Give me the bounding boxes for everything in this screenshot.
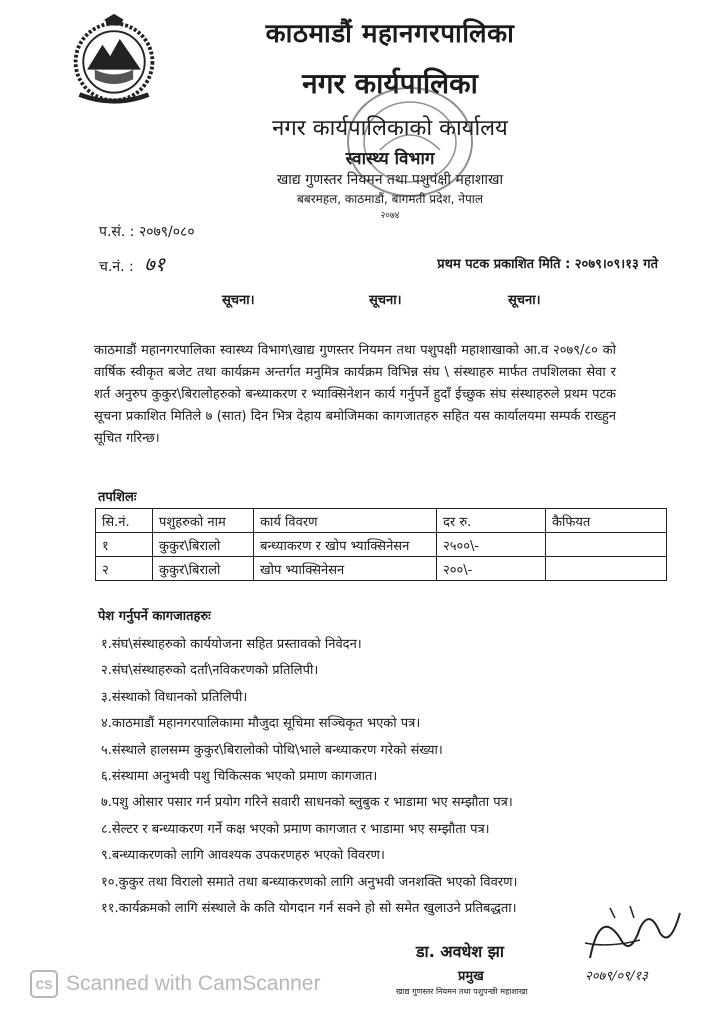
camscanner-logo-icon	[30, 970, 58, 998]
list-item: ११.कार्यक्रमको लागि संस्थाले के कति योगदान गर्न सक्ने हो सो समेत खुलाउने प्रतिबद्धता।	[101, 900, 517, 916]
table-cell	[546, 557, 667, 581]
table-header: कैफियत	[546, 509, 667, 533]
list-item: ४.काठमाडौं महानगरपालिकामा मौजुदा सूचिमा सञ्चिकृत भएको पत्र।	[101, 716, 421, 732]
table-row	[96, 557, 667, 581]
list-item: ६.संस्थामा अनुभवी पशु चिकित्सक भएको प्रमाण कागजात।	[101, 768, 378, 784]
office-address: बबरमहल, काठमाडौं, बागमती प्रदेश, नेपाल	[296, 192, 484, 206]
table-header: कार्य विवरण	[254, 509, 437, 533]
table-cell	[546, 533, 667, 557]
handwritten-signature-icon	[580, 888, 690, 998]
nepal-emblem-icon	[66, 12, 162, 108]
table-cell: २००\-	[437, 557, 546, 581]
table-header: दर रु.	[437, 509, 546, 533]
table-cell: बन्ध्याकरण र खोप भ्याक्सिनेसन	[254, 533, 437, 557]
signer-unit: खाद्य गुणस्तर नियमन तथा पशुपन्छी महाशाखा	[396, 987, 528, 996]
list-item: ९.बन्ध्याकरणको लागि आवश्यक उपकरणहरु भएको विवरण।	[101, 848, 385, 864]
municipality-title: काठमाडौं महानगरपालिका	[265, 19, 515, 49]
table-cell: १	[96, 533, 153, 557]
ps-value: २०७९/०८०	[138, 224, 195, 240]
established-year: २०७४	[380, 211, 400, 221]
table-cell: २	[96, 557, 153, 581]
pub-label: प्रथम पटक प्रकाशित मिति :	[437, 257, 571, 272]
table-cell: कुकुर\बिरालो	[153, 557, 254, 581]
documents-list	[101, 632, 517, 922]
notice-heading-1: सूचना।	[222, 293, 255, 308]
dispatch-number	[99, 250, 165, 277]
list-item: ३.संस्थाको विधानको प्रतिलिपी।	[101, 689, 248, 705]
list-item: ५.संस्थाले हालसम्म कुकुर\बिरालोको पोथि\भाले बन्ध्याकरण गरेको संख्या।	[101, 742, 443, 758]
reference-number	[99, 222, 195, 241]
table-header-row	[96, 509, 667, 533]
table-row	[96, 533, 667, 557]
details-table	[95, 508, 667, 581]
list-item: २.संघ\संस्थाहरुको दर्ता\नविकरणको प्रतिलिपी।	[101, 663, 319, 679]
list-item: १.संघ\संस्थाहरुको कार्ययोजना सहित प्रस्तावको निवेदन।	[101, 637, 362, 652]
published-date	[437, 254, 658, 272]
table-cell: खोप भ्याक्सिनेसन	[254, 557, 437, 581]
department-title: स्वास्थ्य विभाग	[345, 149, 435, 169]
signer-role: प्रमुख	[458, 969, 484, 984]
table-cell: कुकुर\बिरालो	[153, 533, 254, 557]
notice-heading-3: सूचना।	[508, 293, 541, 308]
notice-body: काठमाडौं महानगरपालिका स्वास्थ्य विभाग\खाद्य गुणस्तर नियमन तथा पशुपक्षी महाशाखाको आ.व २०७९/८० को वार्षिक स्वीकृत बजेट तथा कार्यक्रम अन्तर्गत मनुमित्र कार्यक्रम विभिन्न संघ \ संस्थाहरु मार्फत तपशिलका सेवा र शर्त अनुरुप कुकुर\बिरालोहरुको बन्ध्याकरण र भ्याक्सिनेशन कार्य गर्नुपर्ने हुदाँ ईच्छुक संघ संस्थाहरुले प्रथम पटक सूचना प्रकाशित मितिले ७ (सात) दिन भित्र देहाय बमोजिमका कागजातहरु सहित यस कार्यालयमा सम्पर्क राख्हुन सूचित गरिन्छ।	[94, 343, 616, 446]
notice-heading-2: सूचना।	[369, 293, 402, 308]
signature-date: २०७९/०९/१३	[585, 969, 648, 984]
cn-value: ७१	[144, 252, 165, 276]
table-cell: २५००\-	[437, 533, 546, 557]
division-title: खाद्य गुणस्तर नियमन तथा पशुपंक्षी महाशाखा	[276, 172, 504, 188]
cn-label: च.नं. :	[99, 259, 134, 275]
signer-name: डा. अवधेश झा	[416, 942, 505, 961]
list-item: १०.कुकुर तथा विरालो समाते तथा बन्ध्याकरणको लागि अनुभवी जनशक्ति भएको विवरण।	[101, 874, 518, 890]
list-item: ७.पशु ओसार पसार गर्न प्रयोग गरिने सवारी साधनको ब्लुबुक र भाडामा भए सम्झौता पत्र।	[101, 795, 513, 811]
office-title: नगर कार्यपालिकाको कार्यालय	[272, 116, 508, 141]
office-stamp-icon	[340, 80, 480, 205]
camscanner-logo-text: CS	[35, 978, 53, 992]
ps-label: प.सं. :	[99, 224, 135, 240]
list-item: ८.सेल्टर र बन्ध्याकरण गर्ने कक्ष भएको प्रमाण कागजात र भाडामा भए सम्झौता पत्र।	[101, 821, 490, 837]
table-header: पशुहरुको नाम	[153, 509, 254, 533]
executive-title: नगर कार्यपालिका	[302, 67, 478, 100]
table-label: तपशिलः	[98, 490, 137, 505]
pub-value: २०७९।०९।१३ गते	[574, 257, 658, 272]
documents-title: पेश गर्नुपर्ने कागजातहरुः	[98, 609, 211, 624]
table-header: सि.नं.	[96, 509, 153, 533]
scanner-watermark: Scanned with CamScanner	[66, 972, 321, 995]
